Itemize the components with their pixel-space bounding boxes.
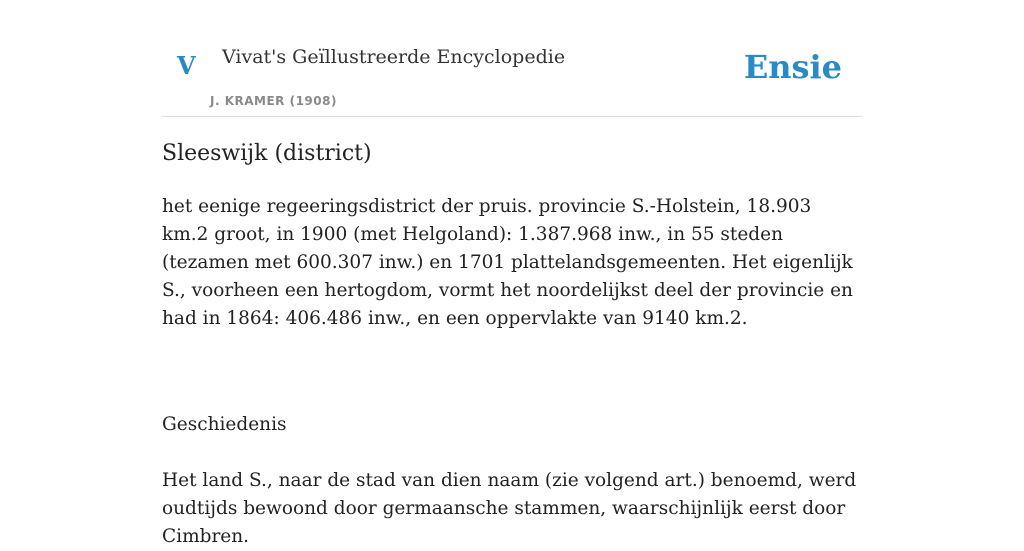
- article-title: Sleeswijk (district): [162, 141, 372, 166]
- book-author: J. KRAMER (1908): [210, 94, 337, 108]
- article-paragraph-history: Het land S., naar de stad van dien naam (zie volgend art.) benoemd, werd oudtijds bewoond door germaansche stammen, waarschijnlijk eerst door Cimbren.: [162, 469, 857, 547]
- section-heading-geschiedenis: Geschiedenis: [162, 413, 287, 435]
- ensie-brand-link[interactable]: Ensie: [743, 48, 842, 86]
- book-title-link[interactable]: Vivat's Geïllustreerde Encyclopedie: [222, 46, 566, 68]
- article-paragraph-intro: het eenige regeeringsdistrict der pruis. provincie S.-Holstein, 18.903 km.2 groot, in 1900 (met Helgoland): 1.387.968 inw., in 55 steden (tezamen met 600.307 inw.) en 1701 plattelandsgemeenten. Het eigenlijk S., voorheen een hertogdom, vormt het noordelijkst deel der provincie en had in 1864: 406.486 inw., en een oppervlakte van 9140 km.2.: [162, 195, 853, 329]
- book-logo-link[interactable]: V: [177, 51, 196, 80]
- article: [162, 116, 862, 551]
- page-header: [162, 0, 862, 117]
